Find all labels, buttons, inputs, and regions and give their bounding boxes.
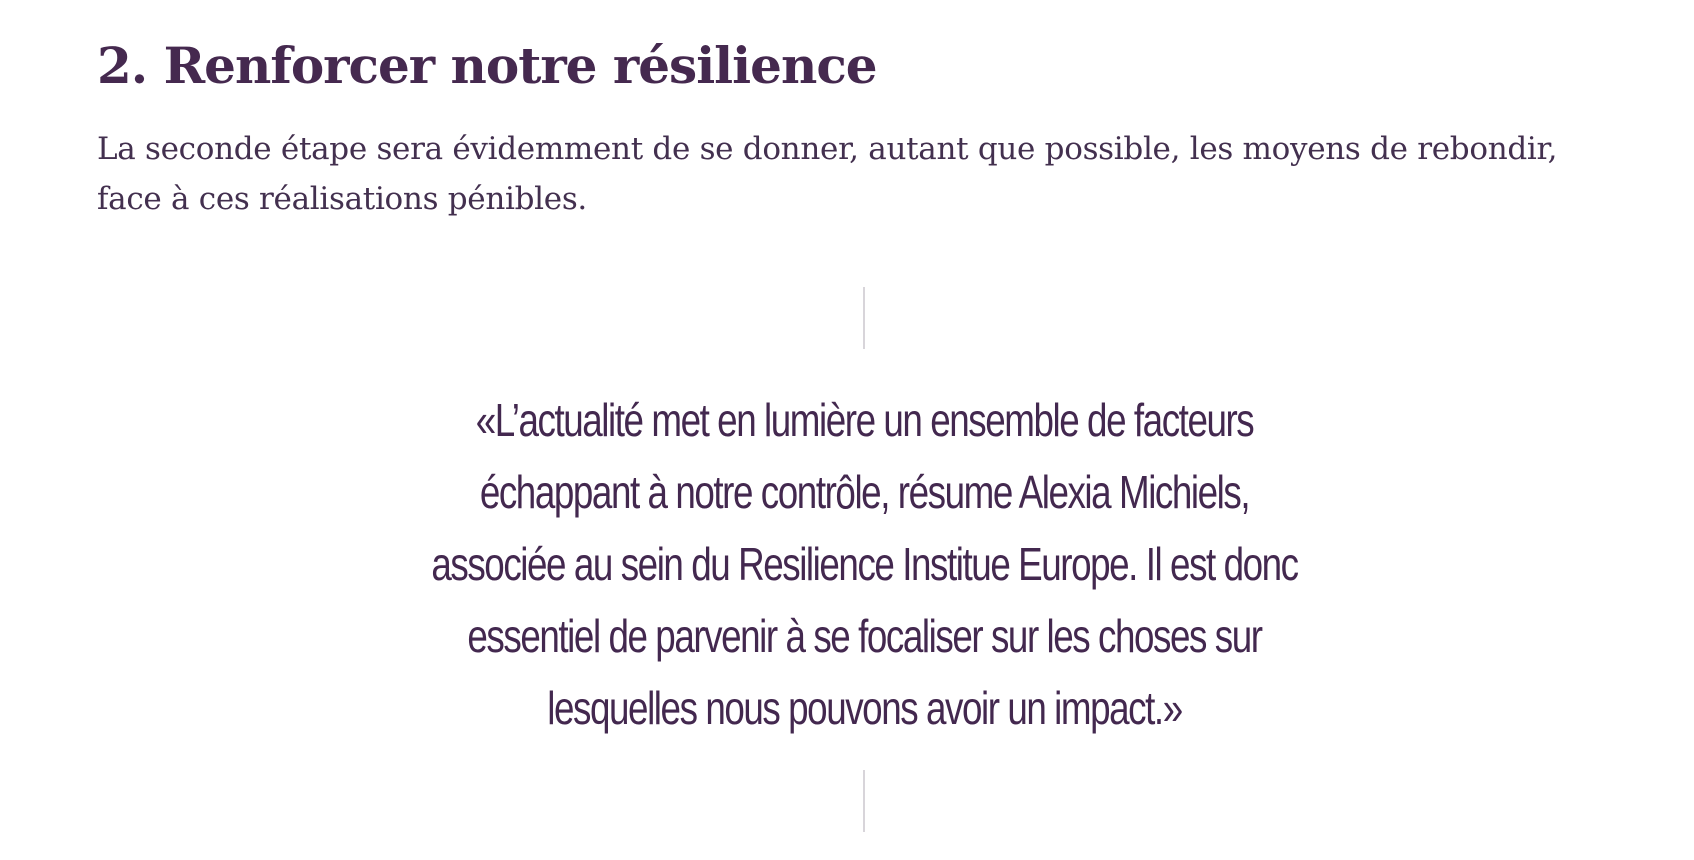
section-heading: 2. Renforcer notre résilience <box>97 36 877 95</box>
section-paragraph: La seconde étape sera évidemment de se donner, autant que possible, les moyens de rebondir, face à ces réalisations pénibles. <box>97 131 1558 217</box>
pullquote-bottom-divider <box>863 770 865 832</box>
pullquote-top-divider <box>863 287 865 349</box>
pullquote: «L’actualité met en lumière un ensemble de facteurs échappant à notre contrôle, résume Alexia Michiels, associée au sein du Resilience Institue Europe. Il est donc essentiel de parvenir à se focaliser sur les choses sur lesquelles nous pouvons avoir un impact.» <box>431 394 1298 734</box>
